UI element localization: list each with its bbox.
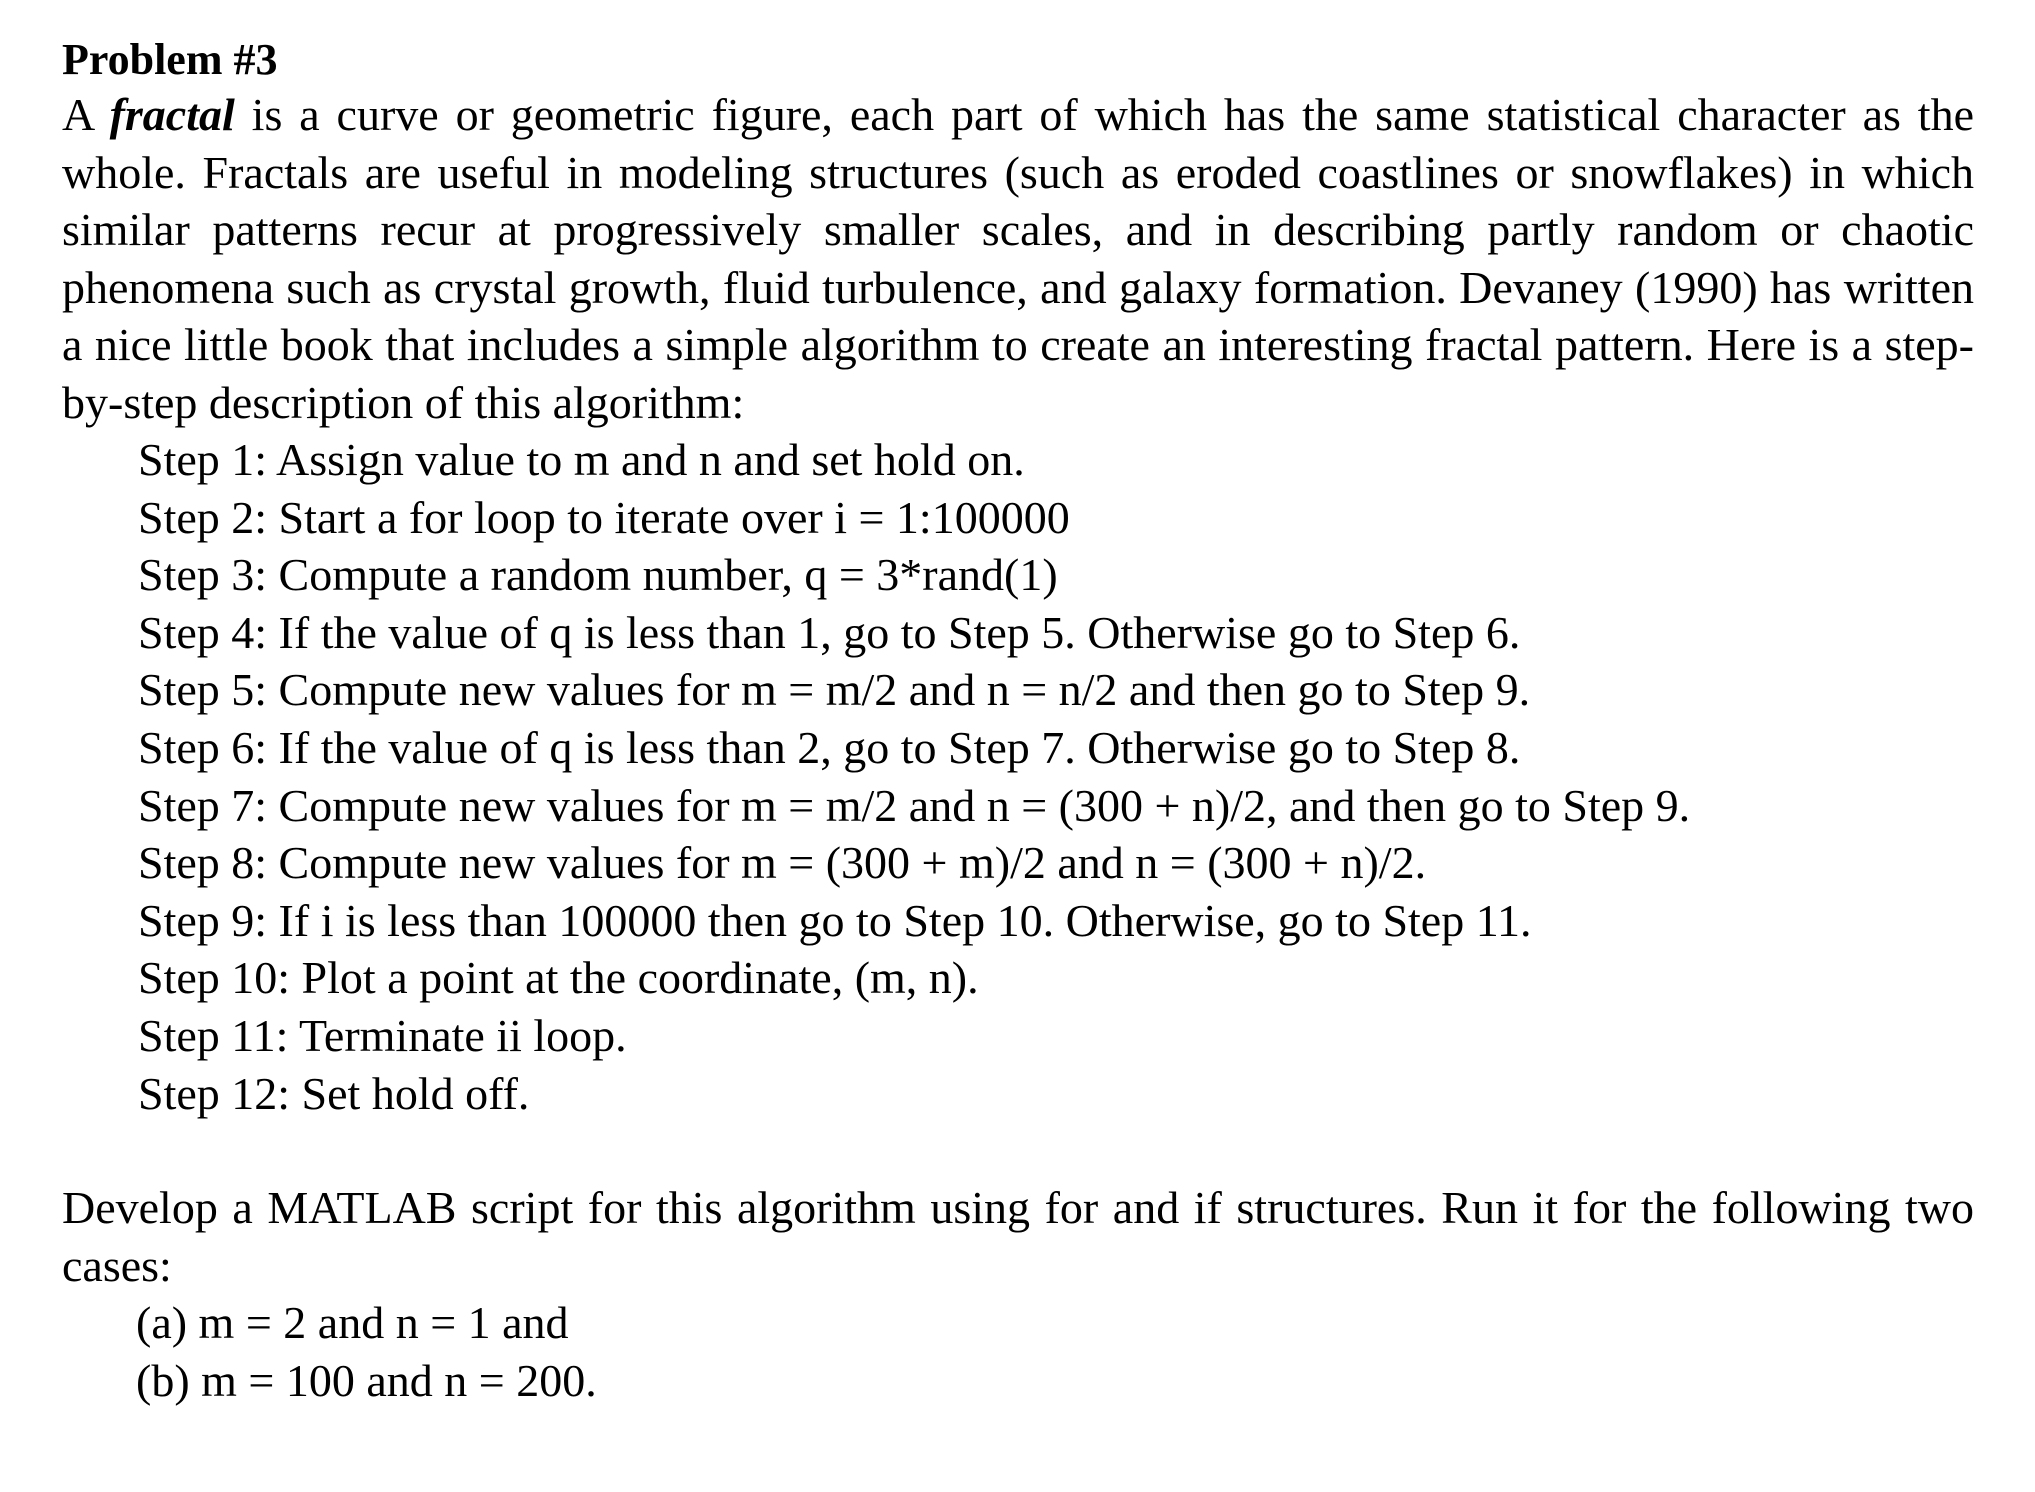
intro-text: is a curve or geometric figure, each part of which has the same statistical character as the whole. Fractals are useful in modeling structures (such as eroded coastlines or snowflakes) in which similar patterns recur at progressively smaller scales, and in describing partly random or chaotic phenomena such as crystal growth, fluid turbulence, and galaxy formation. Devaney (1990) has written a nice little book that includes a simple algorithm to create an interesting fractal pattern. Here is a step-by-step description of this algorithm: bbox=[62, 89, 1974, 428]
step-item: Step 3: Compute a random number, q = 3*rand(1) bbox=[138, 549, 1058, 601]
step-item: Step 10: Plot a point at the coordinate, (m, n). bbox=[138, 952, 979, 1004]
section-spacer bbox=[62, 1122, 1974, 1179]
step-item: Step 12: Set hold off. bbox=[138, 1067, 530, 1119]
intro-paragraph bbox=[62, 86, 1974, 431]
case-item: (b) m = 100 and n = 200. bbox=[136, 1354, 597, 1406]
fractal-term: fractal bbox=[109, 89, 235, 140]
step-item: Step 5: Compute new values for m = m/2 and n = n/2 and then go to Step 9. bbox=[138, 664, 1531, 716]
step-item: Step 1: Assign value to m and n and set hold on. bbox=[138, 434, 1025, 485]
case-item: (a) m = 2 and n = 1 and bbox=[136, 1297, 569, 1349]
problem-title: Problem #3 bbox=[62, 35, 278, 84]
step-item: Step 2: Start a for loop to iterate over i = 1:100000 bbox=[138, 491, 1070, 543]
step-item: Step 7: Compute new values for m = m/2 and n = (300 + n)/2, and then go to Step 9. bbox=[138, 779, 1691, 831]
step-item: Step 6: If the value of q is less than 2, go to Step 7. Otherwise go to Step 8. bbox=[138, 721, 1521, 773]
step-item: Step 9: If i is less than 100000 then go to Step 10. Otherwise, go to Step 11. bbox=[138, 894, 1532, 946]
intro-article: A bbox=[62, 89, 93, 140]
task-paragraph: Develop a MATLAB script for this algorithm using for and if structures. Run it for the following two cases: bbox=[62, 1182, 1974, 1291]
step-item: Step 8: Compute new values for m = (300 + m)/2 and n = (300 + n)/2. bbox=[138, 837, 1427, 889]
step-item: Step 4: If the value of q is less than 1, go to Step 5. Otherwise go to Step 6. bbox=[138, 606, 1521, 658]
problem-document bbox=[62, 34, 1974, 1409]
run-cases bbox=[62, 1294, 1974, 1409]
step-item: Step 11: Terminate ii loop. bbox=[138, 1009, 627, 1061]
algorithm-steps bbox=[62, 431, 1974, 1122]
